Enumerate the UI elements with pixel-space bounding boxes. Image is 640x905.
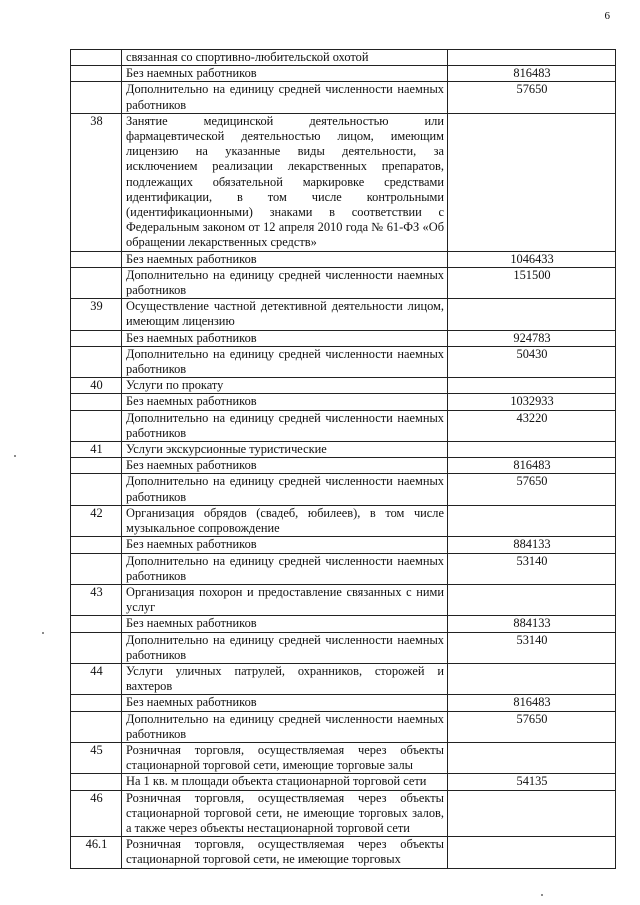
row-description: Организация похорон и предоставление связанных с ними услуг [122,584,448,615]
row-number [71,330,122,346]
table-row [71,505,616,536]
table-row [71,66,616,82]
table-row [71,113,616,251]
table-row [71,837,616,868]
row-value: 53140 [448,632,616,663]
row-description: Без наемных работников [122,251,448,267]
row-description: Без наемных работников [122,537,448,553]
row-number: 46.1 [71,837,122,868]
row-number: 46 [71,790,122,837]
row-description: Занятие медицинской деятельностью или фармацевтической деятельностью лицом, имеющим лицензию на указанные виды деятельности, за исключением реализации лекарственных препаратов, подлежащих обязательной маркировке средствами идентификации, в том числе контрольными (идентификационными) знаками в соответствии с Федеральным законом от 12 апреля 2010 года № 61-ФЗ «Об обращении лекарственных средств» [122,113,448,251]
table-row [71,82,616,113]
row-value: 50430 [448,346,616,377]
row-number [71,66,122,82]
row-description: Дополнительно на единицу средней численности наемных работников [122,553,448,584]
row-value [448,299,616,330]
row-value: 884133 [448,537,616,553]
row-value [448,790,616,837]
row-value [448,113,616,251]
row-description: Дополнительно на единицу средней численности наемных работников [122,346,448,377]
row-description: Без наемных работников [122,330,448,346]
row-number [71,537,122,553]
row-value [448,442,616,458]
row-number [71,82,122,113]
table-row [71,458,616,474]
row-description: Без наемных работников [122,616,448,632]
row-number: 42 [71,505,122,536]
row-description: Дополнительно на единицу средней численности наемных работников [122,632,448,663]
row-description: Осуществление частной детективной деятельности лицом, имеющим лицензию [122,299,448,330]
row-description: связанная со спортивно-любительской охотой [122,50,448,66]
table-row [71,663,616,694]
row-number [71,267,122,298]
row-description: Дополнительно на единицу средней численности наемных работников [122,410,448,441]
row-description: Розничная торговля, осуществляемая через объекты стационарной торговой сети, не имеющие торговых залов, а также через объекты нестационарной торговой сети [122,790,448,837]
row-value [448,837,616,868]
row-description: Дополнительно на единицу средней численности наемных работников [122,267,448,298]
row-value: 57650 [448,82,616,113]
row-description: Без наемных работников [122,458,448,474]
table-row [71,394,616,410]
scan-speck [42,632,44,634]
table-row [71,695,616,711]
table-row [71,616,616,632]
row-number [71,553,122,584]
row-number [71,695,122,711]
row-number: 45 [71,742,122,773]
row-description: Без наемных работников [122,66,448,82]
row-number [71,394,122,410]
row-value: 43220 [448,410,616,441]
row-value [448,742,616,773]
row-value: 57650 [448,711,616,742]
table-row [71,774,616,790]
table-row [71,299,616,330]
row-value: 53140 [448,553,616,584]
row-description: Услуги по прокату [122,378,448,394]
table-row [71,410,616,441]
table-row [71,346,616,377]
row-description: Дополнительно на единицу средней численности наемных работников [122,711,448,742]
table-row [71,50,616,66]
row-number [71,474,122,505]
row-number [71,410,122,441]
row-value [448,378,616,394]
row-number: 40 [71,378,122,394]
row-number [71,711,122,742]
row-value [448,505,616,536]
row-value [448,584,616,615]
row-number: 41 [71,442,122,458]
table-row [71,251,616,267]
row-value: 924783 [448,330,616,346]
table-row [71,742,616,773]
table-row [71,330,616,346]
table-row [71,584,616,615]
row-value [448,50,616,66]
row-number [71,616,122,632]
row-value: 57650 [448,474,616,505]
row-description: Организация обрядов (свадеб, юбилеев), в том числе музыкальное сопровождение [122,505,448,536]
row-description: Розничная торговля, осуществляемая через объекты стационарной торговой сети, не имеющие торговых [122,837,448,868]
row-number [71,346,122,377]
row-description: Без наемных работников [122,695,448,711]
row-value: 54135 [448,774,616,790]
scan-speck [14,455,16,457]
table-row [71,442,616,458]
scan-speck [541,894,543,896]
row-value: 816483 [448,695,616,711]
row-description: На 1 кв. м площади объекта стационарной торговой сети [122,774,448,790]
row-value: 1032933 [448,394,616,410]
row-value: 884133 [448,616,616,632]
table-row [71,711,616,742]
table-row [71,267,616,298]
row-number [71,774,122,790]
table-row [71,790,616,837]
row-value: 1046433 [448,251,616,267]
row-number: 44 [71,663,122,694]
table-row [71,537,616,553]
table-row [71,632,616,663]
row-number [71,251,122,267]
row-value [448,663,616,694]
row-value: 151500 [448,267,616,298]
row-number [71,50,122,66]
row-number [71,632,122,663]
row-number: 38 [71,113,122,251]
table-row [71,474,616,505]
row-description: Дополнительно на единицу средней численности наемных работников [122,82,448,113]
row-description: Дополнительно на единицу средней численности наемных работников [122,474,448,505]
row-number: 43 [71,584,122,615]
row-description: Услуги экскурсионные туристические [122,442,448,458]
row-description: Услуги уличных патрулей, охранников, сторожей и вахтеров [122,663,448,694]
page-number: 6 [604,10,610,22]
row-number [71,458,122,474]
row-description: Розничная торговля, осуществляемая через объекты стационарной торговой сети, имеющие торговые залы [122,742,448,773]
table-row [71,553,616,584]
row-value: 816483 [448,66,616,82]
table-row [71,378,616,394]
row-number: 39 [71,299,122,330]
row-value: 816483 [448,458,616,474]
tax-rate-table [70,49,616,869]
row-description: Без наемных работников [122,394,448,410]
